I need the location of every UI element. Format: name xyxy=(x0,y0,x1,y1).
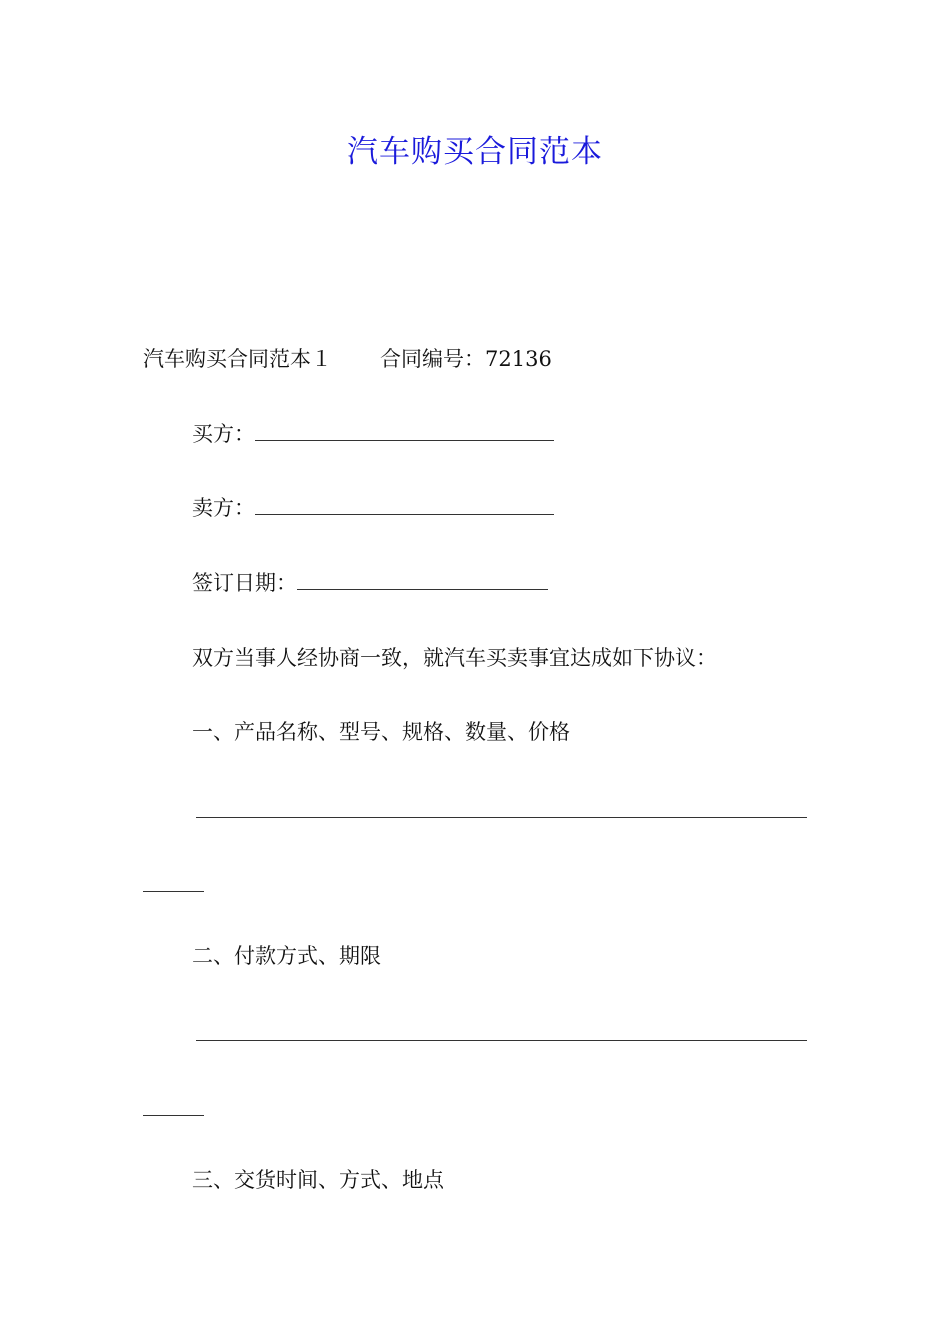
date-label: 签订日期： xyxy=(192,571,297,595)
date-field xyxy=(192,567,548,599)
seller-label: 卖方： xyxy=(192,496,255,520)
header-line xyxy=(143,343,552,375)
template-name: 汽车购买合同范本１ xyxy=(143,347,332,371)
section-1-blank-line-end[interactable] xyxy=(143,891,204,892)
buyer-label: 买方： xyxy=(192,422,255,446)
intro-paragraph: 双方当事人经协商一致，就汽车买卖事宜达成如下协议： xyxy=(192,646,717,670)
section-heading-2: 二、付款方式、期限 xyxy=(192,944,381,968)
contract-number: 72136 xyxy=(485,347,552,371)
seller-blank[interactable] xyxy=(255,492,554,515)
contract-number-label: 合同编号： xyxy=(380,347,485,371)
section-2-blank-line[interactable] xyxy=(196,1040,807,1041)
section-1-blank-line[interactable] xyxy=(196,817,807,818)
seller-field xyxy=(192,492,554,524)
buyer-field xyxy=(192,418,554,450)
section-heading-1: 一、产品名称、型号、规格、数量、价格 xyxy=(192,720,570,744)
date-blank[interactable] xyxy=(297,567,548,590)
section-2-blank-line-end[interactable] xyxy=(143,1115,204,1116)
buyer-blank[interactable] xyxy=(255,418,554,441)
document-title: 汽车购买合同范本 xyxy=(347,134,603,170)
section-heading-3: 三、交货时间、方式、地点 xyxy=(192,1168,444,1192)
